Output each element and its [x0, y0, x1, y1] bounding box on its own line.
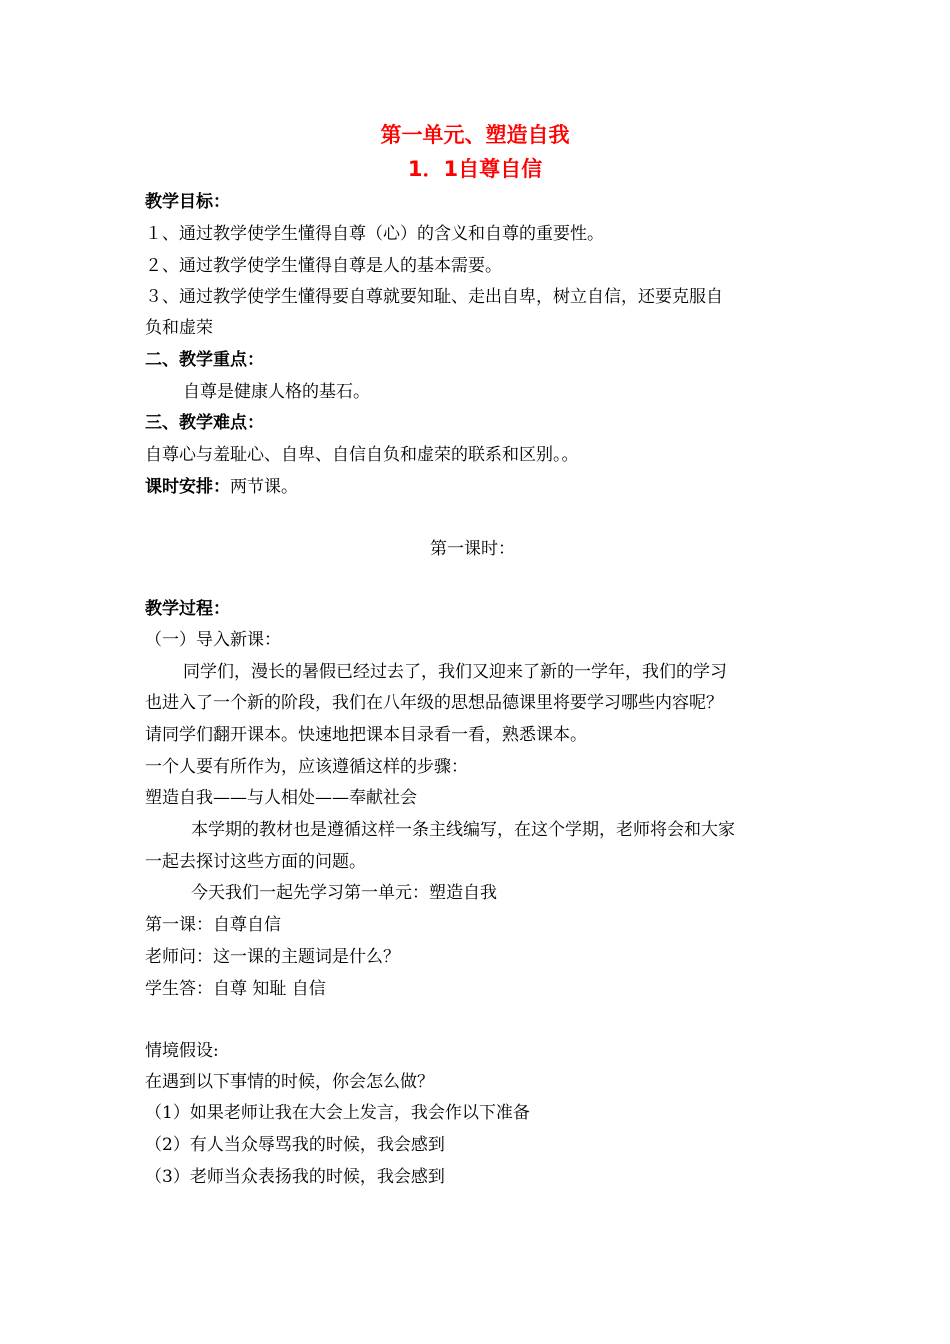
process-line: 也进入了一个新的阶段，我们在八年级的思想品德课里将要学习哪些内容呢？ [145, 693, 723, 713]
process-line: 学生答：自尊 知耻 自信 [145, 979, 326, 999]
process-heading: 教学过程： [145, 599, 230, 619]
scenario-item: （3）老师当众表扬我的时候，我会感到 [145, 1167, 445, 1187]
objectives-heading: 教学目标： [145, 192, 230, 212]
objective-item-continued: 负和虚荣 [145, 318, 213, 338]
schedule-value: 两节课。 [230, 477, 298, 497]
intro-heading: （一）导入新课： [145, 630, 281, 650]
process-line: 老师问：这一课的主题词是什么？ [145, 947, 400, 967]
process-line: 今天我们一起先学习第一单元：塑造自我 [191, 883, 497, 903]
unit-title: 第一单元、塑造自我 [380, 123, 570, 147]
schedule-line [145, 475, 298, 499]
process-line: 一起去探讨这些方面的问题。 [145, 852, 366, 872]
lesson-title: 1．1自尊自信 [407, 157, 543, 181]
process-line: 塑造自我——与人相处——奉献社会 [145, 788, 417, 808]
schedule-label: 课时安排： [145, 477, 230, 497]
key-points-text: 自尊是健康人格的基石。 [183, 382, 370, 402]
process-line: 同学们，漫长的暑假已经过去了，我们又迎来了新的一学年，我们的学习 [183, 662, 727, 682]
key-points-heading: 二、教学重点： [145, 350, 264, 370]
scenario-question: 在遇到以下事情的时候，你会怎么做？ [145, 1072, 434, 1092]
process-line: 一个人要有所作为，应该遵循这样的步骤： [145, 757, 468, 777]
scenario-item: （1）如果老师让我在大会上发言，我会作以下准备 [145, 1103, 530, 1123]
process-line: 本学期的教材也是遵循这样一条主线编写，在这个学期，老师将会和大家 [191, 820, 735, 840]
process-line: 请同学们翻开课本。快速地把课本目录看一看，熟悉课本。 [145, 725, 587, 745]
session-title: 第一课时： [430, 539, 515, 559]
difficulties-text: 自尊心与羞耻心、自卑、自信自负和虚荣的联系和区别。。 [145, 445, 579, 465]
objective-item: ３、通过教学使学生懂得要自尊就要知耻、走出自卑，树立自信，还要克服自 [145, 287, 723, 307]
process-line: 第一课：自尊自信 [145, 915, 281, 935]
difficulties-heading: 三、教学难点： [145, 413, 264, 433]
scenario-heading: 情境假设: [145, 1041, 219, 1061]
scenario-item: （2）有人当众辱骂我的时候，我会感到 [145, 1135, 445, 1155]
objective-item: ２、通过教学使学生懂得自尊是人的基本需要。 [145, 256, 502, 276]
objective-item: １、通过教学使学生懂得自尊（心）的含义和自尊的重要性。 [145, 224, 604, 244]
